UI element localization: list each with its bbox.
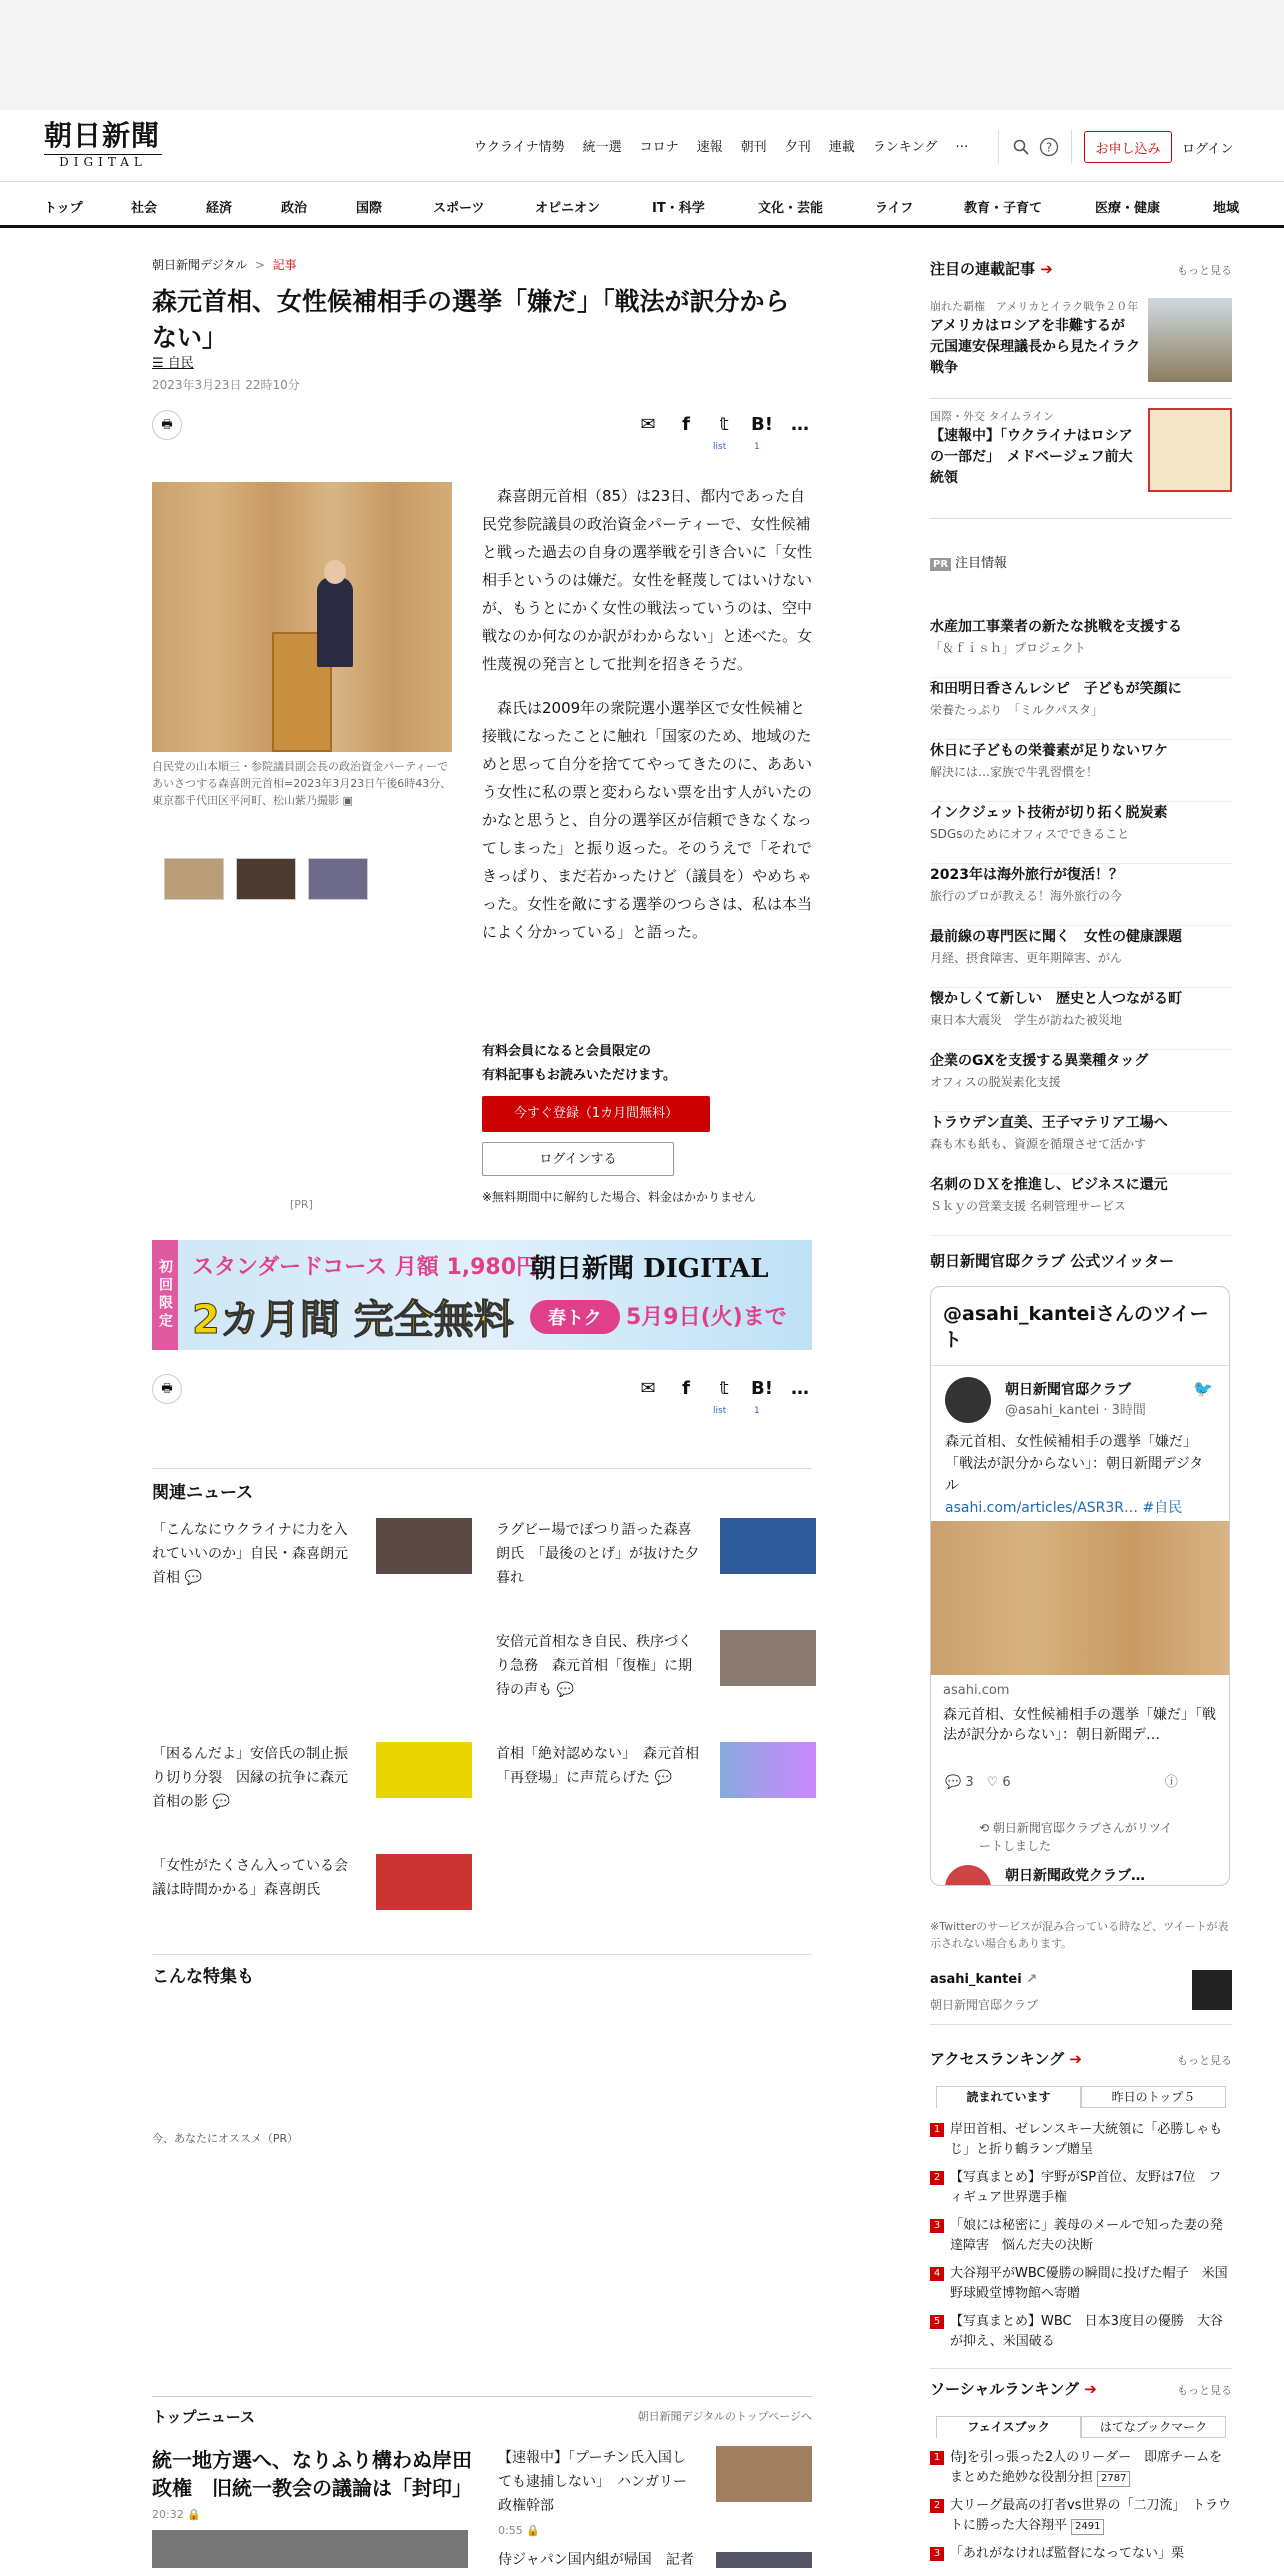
related-heading: 関連ニュース: [152, 1483, 254, 1503]
share-list-link[interactable]: list: [713, 1406, 727, 1416]
login-link[interactable]: ログイン: [1182, 142, 1234, 157]
retweet-notice: ⟲ 朝日新聞官邸クラブさんがリツイートしました: [979, 1821, 1173, 1853]
topic-tag[interactable]: ☰ 自民: [152, 356, 194, 371]
series-kicker: 国際・外交 タイムライン: [930, 410, 1054, 423]
related-item[interactable]: [496, 1742, 816, 1822]
access-tabs: [936, 2086, 1226, 2108]
tab-hatena[interactable]: はてなブックマーク: [1081, 2416, 1226, 2438]
breadcrumb: [152, 256, 297, 273]
logo-sub: DIGITAL: [44, 154, 162, 169]
related-title: 「困るんだよ」安倍氏の制止振り切り分裂 因縁の抗争に森元首相の影 💬: [152, 1746, 348, 1810]
series-title: 【速報中】「ウクライナはロシアの一部だ」 メドベージェフ前大統領: [930, 428, 1133, 486]
top-link-morning[interactable]: 朝刊: [740, 140, 767, 155]
share-buttons: [636, 1378, 812, 1399]
cat-region[interactable]: 地域: [1213, 201, 1240, 216]
divider: [931, 1365, 1230, 1366]
social-tabs: [936, 2416, 1226, 2438]
comment-icon: 💬: [654, 1770, 672, 1786]
site-header: [0, 110, 1284, 182]
promo-banner[interactable]: [152, 1240, 812, 1350]
photo-caption: [152, 758, 452, 809]
ranking-item[interactable]: 5 【写真まとめ】WBC 日本3度目の優勝 大谷が抑え、米国破る: [930, 2312, 1232, 2352]
divider: [930, 518, 1232, 519]
pr-label: [PR]: [290, 1198, 313, 1211]
ad-item[interactable]: 水産加工事業者の新たな挑戦を支援する 「＆ｆｉｓｈ」プロジェクト: [930, 616, 1232, 678]
article-photo[interactable]: [152, 482, 452, 752]
account-avatar[interactable]: [1192, 1970, 1232, 2010]
top-link-ranking[interactable]: ランキング: [872, 140, 938, 155]
top-news-item-2[interactable]: 侍ジャパン国内組が帰国 記者: [498, 2552, 694, 2568]
access-more-link[interactable]: もっと見る: [1177, 2054, 1232, 2067]
topic-tag-label: 自民: [167, 356, 194, 371]
ranking-item[interactable]: 4 大谷翔平がWBC優勝の瞬間に投げた帽子 米国野球殿堂博物館へ寄贈: [930, 2264, 1232, 2304]
tweet-card-title[interactable]: 森元首相、女性候補相手の選挙「嫌だ」「戦法が訳分からない」：朝日新聞デ…: [943, 1707, 1216, 1743]
twitter-embed[interactable]: [930, 1286, 1230, 1886]
series-heading[interactable]: 注目の連載記事 ➔: [930, 260, 1053, 278]
speaker-figure: [317, 577, 353, 667]
banner-price: スタンダードコース 月額 1,980円: [192, 1255, 539, 1280]
top-link-series[interactable]: 連載: [828, 140, 855, 155]
paywall-text-1: 有料会員になると会員限定の: [482, 1044, 652, 1059]
twitter-note: ※Twitterのサービスが混み合っている時など、ツイートが表示されない場合もあります。: [930, 1920, 1229, 1950]
lock-icon: 🔒: [526, 2524, 540, 2537]
twitter-icon[interactable]: 𝕥: [719, 414, 729, 435]
cat-culture[interactable]: 文化・芸能: [758, 201, 824, 216]
hatena-count: 1: [754, 1406, 760, 1416]
account-name[interactable]: asahi_kantei ↗: [930, 1972, 1038, 1987]
more-menu-icon[interactable]: …: [955, 136, 969, 151]
top-news-item-1-image[interactable]: [716, 2446, 812, 2502]
related-title: 「女性がたくさん入っている会議は時間かかる」森喜朗氏: [152, 1858, 348, 1898]
banner-deadline: 5月9日(火)まで: [626, 1305, 787, 1330]
ranking-item[interactable]: 1 岸田首相、ゼレンスキー大統領に「必勝しゃもじ」と折り鶴ランプ贈呈: [930, 2120, 1232, 2160]
top-links: [474, 136, 986, 155]
twitter-icon[interactable]: 𝕥: [719, 1378, 729, 1399]
top-news-main-title[interactable]: 統一地方選へ、なりふり構わぬ岸田政権 旧統一教会の議論は「封印」: [152, 2448, 472, 2500]
arrow-right-icon: ➔: [1084, 2380, 1097, 2398]
header-icons: [990, 130, 1080, 164]
ad-item[interactable]: 最前線の専門医に聞く 女性の健康課題 月経、摂食障害、更年期障害、がん: [930, 926, 1232, 988]
comment-icon: 💬: [556, 1682, 574, 1698]
banner-tag: 初回限定: [152, 1240, 178, 1350]
cat-sports[interactable]: スポーツ: [433, 201, 485, 216]
recommend-label: 今、あなたにオススメ（PR）: [152, 2132, 299, 2145]
category-nav: [0, 182, 1284, 228]
top-link-evening[interactable]: 夕刊: [784, 140, 811, 155]
top-news-heading: トップニュース: [152, 2408, 256, 2426]
mail-icon[interactable]: ✉: [640, 414, 656, 435]
comment-icon: 💬: [212, 1794, 230, 1810]
paragraph-2: 森氏は2009年の衆院選小選挙区で女性候補と接戦になったことに触れ「国家のため、地域のためと思って自分を捨ててやってきたのに、ああいう女性に私の票と変わらない票を出す人がいたのかなと思うと、自分の選挙区が信頼できなくなってしまった」と振り返った。そのうえで「それできっぱり、まだ若かったけど（議員を）やめちゃった。女性を敵にする選挙のつらさは、私は本当によく分かっている」と語った。: [482, 699, 813, 941]
related-item[interactable]: [152, 1518, 472, 1598]
ranking-item[interactable]: 1 侍Jを引っ張った2人のリーダー 即席チームをまとめた絶妙な役割分担 2787: [930, 2448, 1232, 2488]
tweet-actions[interactable]: 💬 3 ♡ 6 ⓘ: [945, 1775, 1178, 1790]
mail-icon[interactable]: ✉: [640, 1378, 656, 1399]
cat-it-science[interactable]: IT・科学: [652, 201, 705, 216]
twitter-heading: 朝日新聞官邸クラブ 公式ツイッター: [930, 1252, 1175, 1270]
tab-yesterday-top5[interactable]: 昨日のトップ５: [1081, 2086, 1226, 2108]
share-bar: [152, 410, 812, 452]
related-thumbnail: [376, 1742, 472, 1798]
top-page-link[interactable]: 朝日新聞デジタルのトップページへ: [637, 2410, 812, 2423]
top-news-item-1-time: 0:55 🔒: [498, 2524, 540, 2537]
special-heading: こんな特集も: [152, 1967, 254, 1987]
divider: [998, 130, 999, 164]
help-icon[interactable]: [1035, 133, 1063, 161]
divider: [152, 1468, 812, 1469]
divider: [930, 2368, 1232, 2369]
lock-icon: 🔒: [187, 2508, 201, 2521]
series-thumbnail: [1148, 298, 1232, 382]
facebook-icon[interactable]: f: [682, 414, 690, 435]
hatena-bookmark-icon[interactable]: B!: [751, 414, 773, 435]
related-item[interactable]: [152, 1742, 472, 1822]
tweet-link[interactable]: asahi.com/articles/ASR3R… #自民: [945, 1500, 1183, 1516]
search-icon[interactable]: [1007, 133, 1035, 161]
publish-date: 2023年3月23日 22時10分: [152, 378, 300, 392]
top-news-item-1[interactable]: 【速報中】「プーチン氏入国しても逮捕しない」 ハンガリー政権幹部: [498, 2450, 687, 2514]
cat-economy[interactable]: 経済: [206, 201, 233, 216]
related-thumbnail: [376, 1854, 472, 1910]
series-item[interactable]: [930, 298, 1232, 398]
cat-international[interactable]: 国際: [356, 201, 383, 216]
related-title: ラグビー場でぽつり語った森喜朗氏 「最後のとげ」が抜けた夕暮れ: [496, 1522, 699, 1586]
cat-health[interactable]: 医療・健康: [1095, 201, 1161, 216]
ad-item[interactable]: インクジェット技術が切り拓く脱炭素 SDGsのためにオフィスでできること: [930, 802, 1232, 864]
twitter-embed-title[interactable]: @asahi_kanteiさんのツイート: [943, 1303, 1209, 1351]
cat-life[interactable]: ライフ: [875, 201, 914, 216]
ad-item[interactable]: 和田明日香さんレシピ 子どもが笑顔に 栄養たっぷり 「ミルクパスタ」: [930, 678, 1232, 740]
print-icon[interactable]: 🖶: [152, 410, 182, 440]
tweet-handle[interactable]: @asahi_kantei · 3時間: [1005, 1403, 1146, 1418]
tweet-image[interactable]: [931, 1521, 1230, 1675]
arrow-right-icon: ➔: [1069, 2050, 1082, 2068]
related-thumbnail: [720, 1630, 816, 1686]
paywall-text-2: 有料記事もお読みいただけます。: [482, 1068, 676, 1083]
top-news-main-time: 20:32 🔒: [152, 2508, 201, 2521]
ad-item[interactable]: 企業のGXを支援する異業種タッグ オフィスの脱炭素化支援: [930, 1050, 1232, 1112]
divider: [152, 2396, 812, 2397]
thumbnail-3[interactable]: [308, 858, 368, 900]
ranking-item[interactable]: 3 「娘には秘密に」義母のメールで知った妻の発達障害 悩んだ夫の決断: [930, 2216, 1232, 2256]
thumbnail-2[interactable]: [236, 858, 296, 900]
related-title: 「こんなにウクライナに力を入れていいのか」自民・森喜朗元首相 💬: [152, 1522, 348, 1586]
cat-opinion[interactable]: オピニオン: [535, 201, 601, 216]
svg-text:?: ?: [1045, 140, 1053, 155]
pr-badge: PR: [930, 558, 951, 571]
info-icon[interactable]: ⓘ: [1164, 1775, 1178, 1790]
related-title: 安倍元首相なき自民、秩序づくり急務 森元首相「復権」に期待の声も 💬: [496, 1634, 692, 1698]
hatena-count: 1: [754, 442, 760, 452]
series-item[interactable]: [930, 408, 1232, 508]
caption-text: 自民党の山本順三・参院議員副会長の政治資金パーティーであいさつする森喜朗元首相=2023年3月23日午後6時43分、東京都千代田区平河町、松山紫乃撮影: [152, 760, 452, 807]
share-buttons: [636, 414, 812, 435]
tweet-author[interactable]: 朝日新聞官邸クラブ: [1005, 1382, 1131, 1398]
top-link-breaking[interactable]: 速報: [696, 140, 723, 155]
cat-politics[interactable]: 政治: [281, 201, 308, 216]
related-item[interactable]: [496, 1630, 816, 1710]
breadcrumb-current: 記事: [272, 258, 297, 272]
cat-education[interactable]: 教育・子育て: [964, 201, 1043, 216]
speaker-head: [324, 560, 346, 584]
ad-item[interactable]: 懐かしくて新しい 歴史と人つながる町 東日本大震災 学生が訪ねた被災地: [930, 988, 1232, 1050]
series-title: アメリカはロシアを非難するが 元国連安保理議長から見たイラク戦争: [930, 318, 1140, 376]
related-title: 首相「絶対認めない」 森元首相「再登場」に声荒らげた 💬: [496, 1746, 699, 1786]
ranking-item[interactable]: 3 「あれがなければ監督になってない」栗: [930, 2544, 1232, 2564]
tab-most-read[interactable]: 読まれています: [936, 2086, 1081, 2108]
paywall-login-button[interactable]: ログインする: [482, 1142, 674, 1176]
share-count: 2787: [1097, 2471, 1130, 2487]
top-link-ukraine[interactable]: ウクライナ情勢: [474, 140, 565, 155]
subscribe-button[interactable]: お申し込み: [1084, 131, 1172, 163]
cat-top[interactable]: トップ: [44, 201, 83, 216]
paragraph-1: 森喜朗元首相（85）は23日、都内であった自民党参院議員の政治資金パーティーで、女性候補と戦った過去の自身の選挙戦を引き合いに「女性相手というのは嫌だ。女性を軽蔑してはいけないが、もうとにかく女性の戦法っていうのは、空中戦なのか何なのか訳がわからない」と述べた。女性蔑視の発言として批判を招きそうだ。: [482, 487, 813, 673]
account-subtitle: 朝日新聞官邸クラブ: [930, 1998, 1039, 2012]
article-title: 森元首相、女性候補相手の選挙「嫌だ」「戦法が訳分からない」: [152, 287, 790, 352]
tweet-text: 森元首相、女性候補相手の選挙「嫌だ」「戦法が訳分からない」：朝日新聞デジタル asahi.com/articles/ASR3R… #自民: [945, 1434, 1204, 1516]
top-ad-area: [0, 0, 1284, 110]
facebook-icon[interactable]: f: [682, 1378, 690, 1399]
ranking-item[interactable]: 2 大リーグ最高の打者vs世界の「二刀流」 トラウトに勝った大谷翔平 2491: [930, 2496, 1232, 2536]
more-share-icon[interactable]: …: [791, 1378, 809, 1399]
share-list-link[interactable]: list: [713, 442, 727, 452]
register-button[interactable]: 今すぐ登録（1カ月間無料）: [482, 1096, 710, 1132]
series-thumbnail: [1148, 408, 1232, 492]
breadcrumb-home[interactable]: 朝日新聞デジタル: [152, 258, 248, 272]
tweet-author[interactable]: 朝日新聞政党クラブ…: [1005, 1868, 1145, 1884]
gallery-icon[interactable]: ▣: [342, 794, 353, 807]
paywall: [482, 1040, 812, 1205]
banner-free: 2カ月間 完全無料: [192, 1297, 514, 1343]
tweet-card-domain: asahi.com: [943, 1683, 1010, 1698]
social-ranking-heading[interactable]: ソーシャルランキング ➔: [930, 2380, 1097, 2398]
related-thumbnail: [720, 1518, 816, 1574]
external-link-icon: ↗: [1026, 1972, 1038, 1987]
related-item[interactable]: [496, 1518, 816, 1598]
related-thumbnail: [376, 1518, 472, 1574]
ranking-item[interactable]: 2 【写真まとめ】宇野がSP首位、友野は7位 フィギュア世界選手権: [930, 2168, 1232, 2208]
ad-item[interactable]: 名刺のＤＸを推進し、ビジネスに還元 Ｓｋｙの営業支援 名刺管理サービス: [930, 1174, 1232, 1236]
ad-item[interactable]: 2023年は海外旅行が復活！？ 旅行のプロが教える！海外旅行の今: [930, 864, 1232, 926]
article-body: [482, 482, 812, 962]
series-kicker: 崩れた覇権 アメリカとイラク戦争２０年: [930, 300, 1139, 313]
photo-thumbnails: [164, 858, 368, 900]
twitter-bird-icon[interactable]: 🐦: [1193, 1379, 1213, 1398]
share-count: 2491: [1071, 2519, 1104, 2535]
paywall-note: ※無料期間中に解約した場合、料金はかかりません: [482, 1190, 757, 1204]
top-news-item-2-image[interactable]: [716, 2552, 812, 2568]
avatar[interactable]: [945, 1865, 991, 1886]
divider: [152, 1954, 812, 1955]
print-icon[interactable]: 🖶: [152, 1374, 182, 1404]
arrow-right-icon: ➔: [1040, 260, 1053, 278]
series-more-link[interactable]: もっと見る: [1177, 264, 1232, 277]
info-heading: PR 注目情報: [930, 552, 1007, 571]
thumbnail-1[interactable]: [164, 858, 224, 900]
divider: [930, 398, 1232, 399]
more-share-icon[interactable]: …: [791, 414, 809, 435]
top-link-corona[interactable]: コロナ: [639, 140, 679, 155]
related-thumbnail: [720, 1742, 816, 1798]
divider: [930, 2024, 1232, 2025]
banner-pill: 春トク: [530, 1300, 620, 1334]
top-link-election[interactable]: 統一選: [582, 140, 622, 155]
cat-society[interactable]: 社会: [131, 201, 158, 216]
ad-item[interactable]: 休日に子どもの栄養素が足りないワケ 解決には…家族で牛乳習慣を！: [930, 740, 1232, 802]
top-news-main-image[interactable]: [152, 2530, 468, 2568]
hatena-bookmark-icon[interactable]: B!: [751, 1378, 773, 1399]
divider: [1071, 130, 1072, 164]
logo-main: 朝日新聞: [44, 119, 161, 152]
related-item[interactable]: [152, 1854, 472, 1934]
share-bar-bottom: [152, 1374, 812, 1416]
social-more-link[interactable]: もっと見る: [1177, 2384, 1232, 2397]
breadcrumb-separator: >: [251, 258, 269, 272]
ad-item[interactable]: トラウデン直美、王子マテリア工場へ 森も木も紙も、資源を循環させて活かす: [930, 1112, 1232, 1174]
site-logo[interactable]: [44, 120, 184, 172]
tab-facebook[interactable]: フェイスブック: [936, 2416, 1081, 2438]
avatar[interactable]: [945, 1377, 991, 1423]
banner-brand: 朝日新聞 DIGITAL: [530, 1254, 769, 1284]
access-ranking-heading[interactable]: アクセスランキング ➔: [930, 2050, 1082, 2068]
comment-icon: 💬: [184, 1570, 202, 1586]
